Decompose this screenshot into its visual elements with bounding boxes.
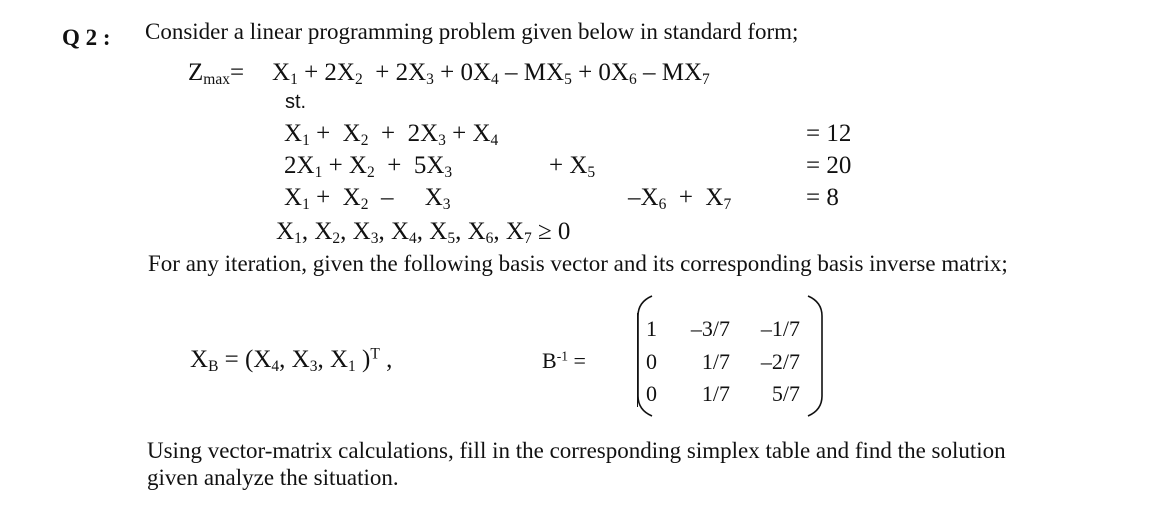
term: + X: [549, 152, 588, 179]
term: – X: [368, 184, 443, 211]
term-sub: 1: [348, 357, 356, 375]
basis-trail: ,: [379, 346, 393, 373]
term-sub: 4: [490, 131, 499, 149]
term-sub: 4: [271, 357, 280, 375]
term-sub: 6: [485, 229, 494, 247]
term: , X: [301, 218, 333, 245]
term: , X: [493, 218, 524, 245]
task-line-2: given analyze the situation.: [147, 465, 399, 490]
right-bracket: [808, 296, 822, 416]
obj-term: – MX: [636, 59, 703, 86]
matrix-left-rule: [637, 313, 638, 407]
term: + X: [322, 152, 367, 179]
term: + 5X: [374, 152, 445, 179]
term-sub: 1: [294, 229, 302, 247]
constraint-2-mid: [549, 152, 596, 181]
matrix-cell: 5/7: [771, 381, 800, 406]
term: + X: [666, 184, 724, 211]
term-sub: 3: [442, 195, 451, 213]
basis-lhs: X: [190, 346, 209, 373]
matrix-cell: 1/7: [701, 349, 730, 374]
obj-term-sub: 6: [628, 70, 637, 88]
binv-sup: -1: [556, 348, 569, 364]
term-sub: 7: [723, 195, 732, 213]
term: , X: [455, 218, 486, 245]
obj-term-sub: 5: [564, 70, 572, 88]
matrix-cell: –3/7: [690, 316, 730, 341]
term: , X: [416, 218, 448, 245]
obj-term: + 0X: [571, 59, 629, 86]
matrix-cell: 0: [646, 349, 657, 374]
constraint-3-mid: [628, 184, 732, 213]
objective-eq: =: [229, 59, 245, 86]
obj-term-sub: 4: [491, 70, 499, 88]
term: –X: [628, 184, 659, 211]
term: X: [284, 120, 303, 147]
objective-function: [188, 59, 245, 88]
basis-inverse-label: [542, 350, 586, 372]
obj-term: + 2X: [362, 59, 427, 86]
objective-lhs: Z: [188, 59, 204, 86]
term-sub: 1: [314, 163, 323, 181]
binv-lhs: B: [542, 348, 557, 373]
term: X: [253, 346, 272, 373]
basis-vector: [190, 345, 393, 375]
constraint-3-rhs: = 8: [806, 184, 839, 211]
term-sub: 5: [447, 229, 456, 247]
objective-lhs-sub: max: [203, 70, 230, 88]
term-sub: 7: [523, 229, 532, 247]
basis-close: ): [355, 346, 371, 373]
obj-term: – MX: [498, 59, 565, 86]
term: , X: [317, 346, 349, 373]
term-sub: 3: [309, 357, 318, 375]
term-sub: 6: [658, 195, 667, 213]
term-sub: 5: [587, 163, 596, 181]
basis-lhs-sub: B: [208, 357, 219, 375]
term: , X: [340, 218, 371, 245]
term: X: [284, 184, 303, 211]
term-sub: 2: [360, 195, 369, 213]
constraint-2-rhs: = 20: [806, 152, 852, 179]
obj-term-sub: 2: [354, 70, 363, 88]
matrix-cell: –1/7: [760, 316, 800, 341]
subject-to-label: st.: [285, 91, 307, 113]
term: + X: [309, 120, 361, 147]
term: 2X: [284, 152, 315, 179]
obj-term: X: [272, 59, 291, 86]
binv-eq: =: [568, 348, 586, 373]
nonnegativity-constraint: [276, 218, 571, 247]
constraint-3-lhs: [284, 184, 451, 213]
term: X: [276, 218, 295, 245]
matrix-cell: 0: [646, 381, 657, 406]
term-sub: 3: [370, 229, 379, 247]
constraint-1-rhs: = 12: [806, 120, 852, 147]
term: , X: [279, 346, 310, 373]
obj-term-sub: 7: [702, 70, 710, 88]
transpose-sup: T: [370, 345, 380, 363]
term-sub: 2: [332, 229, 341, 247]
term-sub: 2: [360, 131, 369, 149]
term: + X: [445, 120, 491, 147]
term-sub: 1: [302, 195, 310, 213]
question-label: Q 2 :: [62, 25, 111, 50]
constraint-1-lhs: [284, 120, 499, 149]
term: + X: [309, 184, 361, 211]
term-sub: 3: [438, 131, 446, 149]
matrix-cell: –2/7: [760, 349, 800, 374]
obj-term-sub: 1: [290, 70, 298, 88]
obj-term: + 2X: [297, 59, 355, 86]
obj-term: + 0X: [433, 59, 492, 86]
matrix-cell: 1/7: [701, 381, 730, 406]
term-sub: 1: [302, 131, 310, 149]
term: + 2X: [368, 120, 439, 147]
objective-terms: [272, 59, 710, 88]
basis-eq: = (: [218, 346, 254, 373]
term-sub: 3: [444, 163, 453, 181]
nonneg-suffix: ≥ 0: [531, 218, 571, 245]
iteration-text: For any iteration, given the following basis vector and its corresponding basis inverse matrix;: [148, 251, 1008, 276]
question-intro: Consider a linear programming problem given below in standard form;: [145, 19, 799, 44]
matrix-cell: 1: [646, 316, 657, 341]
constraint-2-lhs: [284, 152, 453, 181]
task-line-1: Using vector-matrix calculations, fill in the corresponding simplex table and find the solution: [147, 438, 1006, 463]
term: , X: [378, 218, 409, 245]
term-sub: 2: [366, 163, 375, 181]
term-sub: 4: [409, 229, 417, 247]
obj-term-sub: 3: [426, 70, 434, 88]
